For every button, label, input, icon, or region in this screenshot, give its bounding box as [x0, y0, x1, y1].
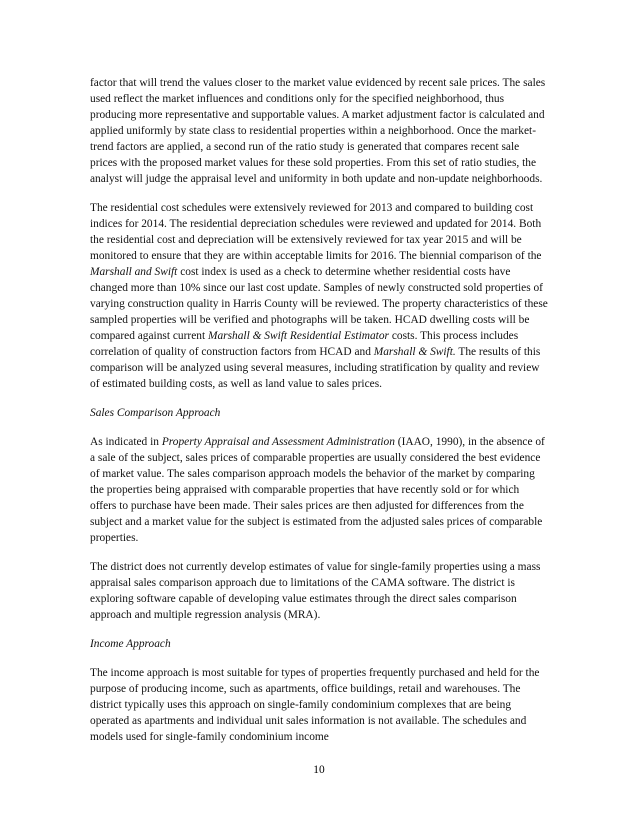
italic-term: Marshall & Swift. [373, 346, 456, 358]
section-heading-income: Income Approach [90, 638, 171, 650]
italic-term: Marshall & Swift Residential Estimator [207, 330, 389, 342]
section-heading-sales-comparison: Sales Comparison Approach [90, 407, 221, 419]
paragraph-market-trend: factor that will trend the values closer to the market value evidenced by recent sale prices. The sales used reflect the market influences and conditions only for the specified neighborhood, thus producing more representative and supportable values. A market adjustment factor is calculated and applied uniformly by state class to residential properties within a neighborhood. Once the market-trend factors are applied, a second run of the ratio study is generated that compares recent sale prices with the proposed market values for these sold properties. From this set of ratio studies, the analyst will judge the appraisal level and uniformity in both update and non-update neighborhoods. [90, 77, 546, 185]
paragraph-cama-software: The district does not currently develop estimates of value for single-family properties using a mass appraisal sales comparison approach due to limitations of the CAMA software. The district is exploring software capable of developing value estimates through the direct sales comparison approach and multiple regression analysis (MRA). [90, 561, 541, 621]
paragraph-cost-schedules [90, 200, 548, 392]
text-run: cost index is used as a check to determine whether residential costs have changed more than 10% since our last cost update. Samples of newly constructed sold properties of varying construction quality in Harris County will be reviewed. The property characteristics of these sampled properties will be verified and photographs will be taken. HCAD dwelling costs will be compared against current [90, 266, 548, 342]
page-number: 10 [313, 764, 325, 776]
text-run: (IAAO, 1990), in the absence of a sale of the subject, sales prices of comparable properties are usually considered the best evidence of market value. The sales comparison approach models the behavior of the market by comparing the properties being appraised with comparable properties that have recently sold or for which offers to purchase have been made. Their sales prices are then adjusted for differences from the subject and a market value for the subject is estimated from the adjusted sales prices of comparable properties. [90, 436, 545, 544]
text-run: As indicated in [90, 436, 162, 448]
italic-title: Property Appraisal and Assessment Administration [161, 436, 395, 448]
italic-term: Marshall and Swift [90, 266, 178, 278]
text-run: The results of this comparison will be analyzed using several measures, including stratification by quality and review of estimated building costs, as well as land value to sales prices. [90, 346, 541, 390]
paragraph-income-approach: The income approach is most suitable for types of properties frequently purchased and held for the purpose of producing income, such as apartments, office buildings, retail and warehouses. The district typically uses this approach on single-family condominium complexes that are being operated as apartments and individual unit sales information is not available. The schedules and models used for single-family condominium income [90, 667, 540, 743]
text-run: costs. This process includes correlation of quality of construction factors from HCAD and [90, 330, 519, 358]
text-run: The residential cost schedules were extensively reviewed for 2013 and compared to building cost indices for 2014. The residential depreciation schedules were reviewed and updated for 2014. Both the residential cost and depreciation will be extensively reviewed for tax year 2015 and will be monitored to ensure that they are within acceptable limits for 2016. The biennial comparison of the [90, 202, 542, 262]
paragraph-sales-comparison [90, 434, 548, 546]
